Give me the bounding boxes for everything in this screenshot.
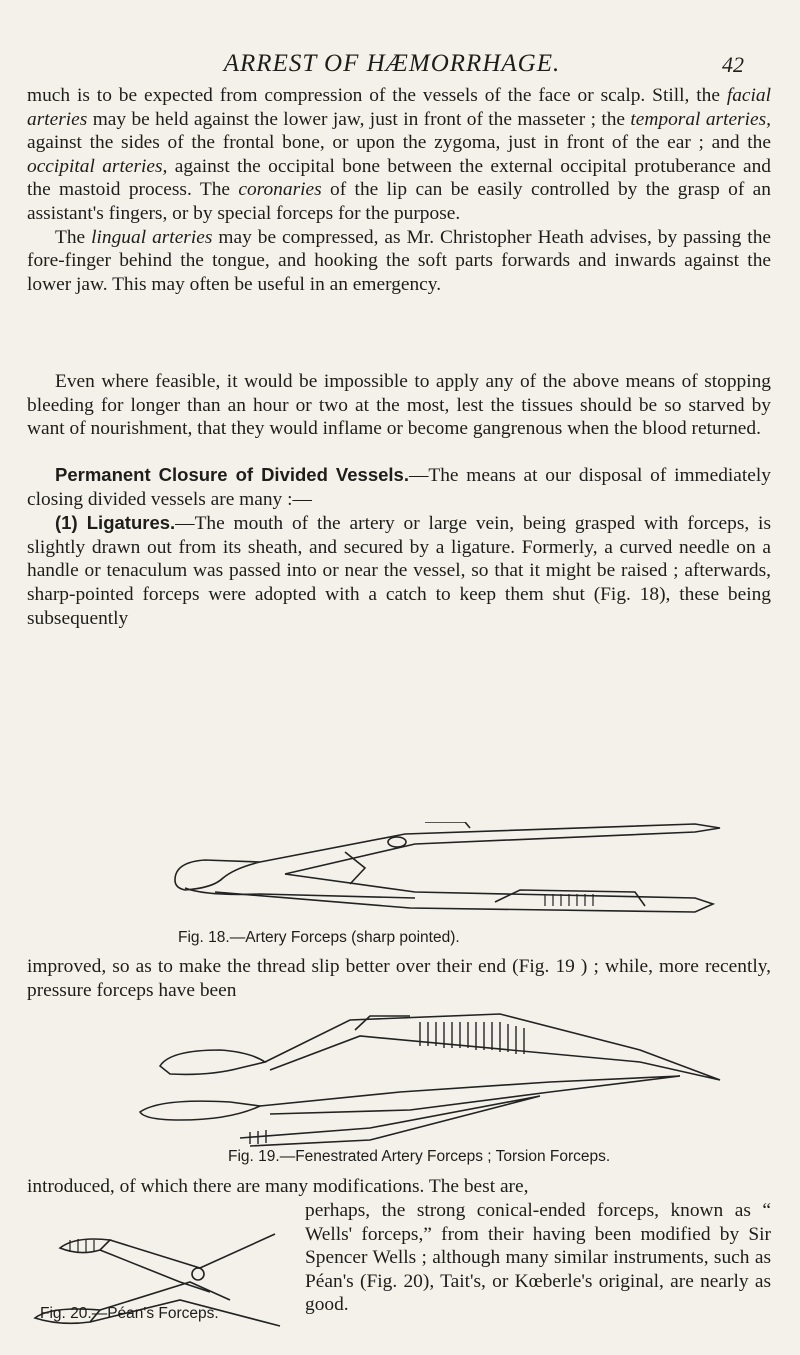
text-run: may be held against the lower jaw, just in front of the masseter ; the [87, 108, 631, 130]
text-run: may be compressed, as Mr. Christopher Heath advises, by passing the fore-finger behind the tongue, and hooking the soft parts forwards and inwards against the lower jaw. This may often be useful in an emergency. [27, 226, 772, 295]
text-run: against the sides of the frontal bone, or upon the zygoma, just in front of the ear ; and the [27, 132, 771, 154]
figure-18-artery-forceps [165, 822, 725, 918]
running-header: ARREST OF HÆMORRHAGE. [223, 50, 561, 77]
term-temporal-arteries: temporal arteries, [630, 108, 771, 130]
subsection-label: (1) Ligatures. [55, 512, 176, 534]
figure-20-pean-forceps [30, 1205, 295, 1355]
term-coronaries: coronaries [238, 179, 322, 201]
paragraph-lingual [27, 226, 771, 297]
section-permanent-closure [27, 463, 771, 630]
paragraph-introduced-rest: perhaps, the strong conical-ended forceps, known as “ Wells' forceps,” from their having been modified by Sir Spencer Wells ; although many similar instruments, such as Péan's (Fig. 20), Tait's, or Kœberle's original, are nearly as good. [305, 1200, 771, 1316]
paragraph-improved: improved, so as to make the thread slip better over their end (Fig. 19 ) ; while, more recently, pressure forceps have been [27, 956, 771, 1001]
paragraph-feasibility: Even where feasible, it would be impossible to apply any of the above means of stopping bleeding for longer than an hour or two at the most, lest the tissues should be so starved by want of nourishment, that they would inflame or become gangrenous when the blood returned. [27, 371, 771, 440]
text-run: against the occipital bone between the external occipital protuberance and the mastoid process. The [27, 155, 771, 201]
section-heading: Permanent Closure of Divided Vessels. [55, 464, 409, 485]
term-lingual-arteries: lingual arteries [91, 226, 213, 248]
paragraph-closure-intro [27, 463, 771, 511]
figure-19-fenestrated-torsion-forceps [120, 1010, 740, 1170]
page-number: 42 [722, 52, 744, 77]
paragraph-introduced-first-line: introduced, of which there are many modifications. The best are, [27, 1176, 529, 1197]
paragraph-ligatures [27, 511, 771, 630]
figure-20-caption: Fig. 20.—Péan's Forceps. [40, 1305, 219, 1322]
term-facial-arteries: facial arteries [27, 85, 771, 130]
text-run: much is to be expected from compression of the vessels of the face or scalp. Still, the [27, 85, 727, 106]
text-run: —The mouth of the artery or large vein, being grasped with forceps, is slightly drawn out from its sheath, and secured by a ligature. Formerly, a curved needle on a handle or tenaculum was passed into or near the vessel, so that it might be raised ; afterwards, sharp-pointed forceps were adopted with a catch to keep them shut (Fig. 18), these being subsequently [27, 513, 771, 629]
term-occipital-arteries: occipital arteries, [27, 155, 168, 177]
figure-18-caption: Fig. 18.—Artery Forceps (sharp pointed). [178, 929, 460, 946]
figure-19-caption: Fig. 19.—Fenestrated Artery Forceps ; Torsion Forceps. [228, 1148, 611, 1165]
text-run: of the lip can be easily controlled by the grasp of an assistant's fingers, or by special forceps for the purpose. [27, 179, 771, 224]
paragraph-compression [27, 84, 771, 296]
text-run: —The means at our disposal of immediately closing divided vessels are many :— [27, 465, 771, 510]
text-run: The [55, 226, 92, 248]
